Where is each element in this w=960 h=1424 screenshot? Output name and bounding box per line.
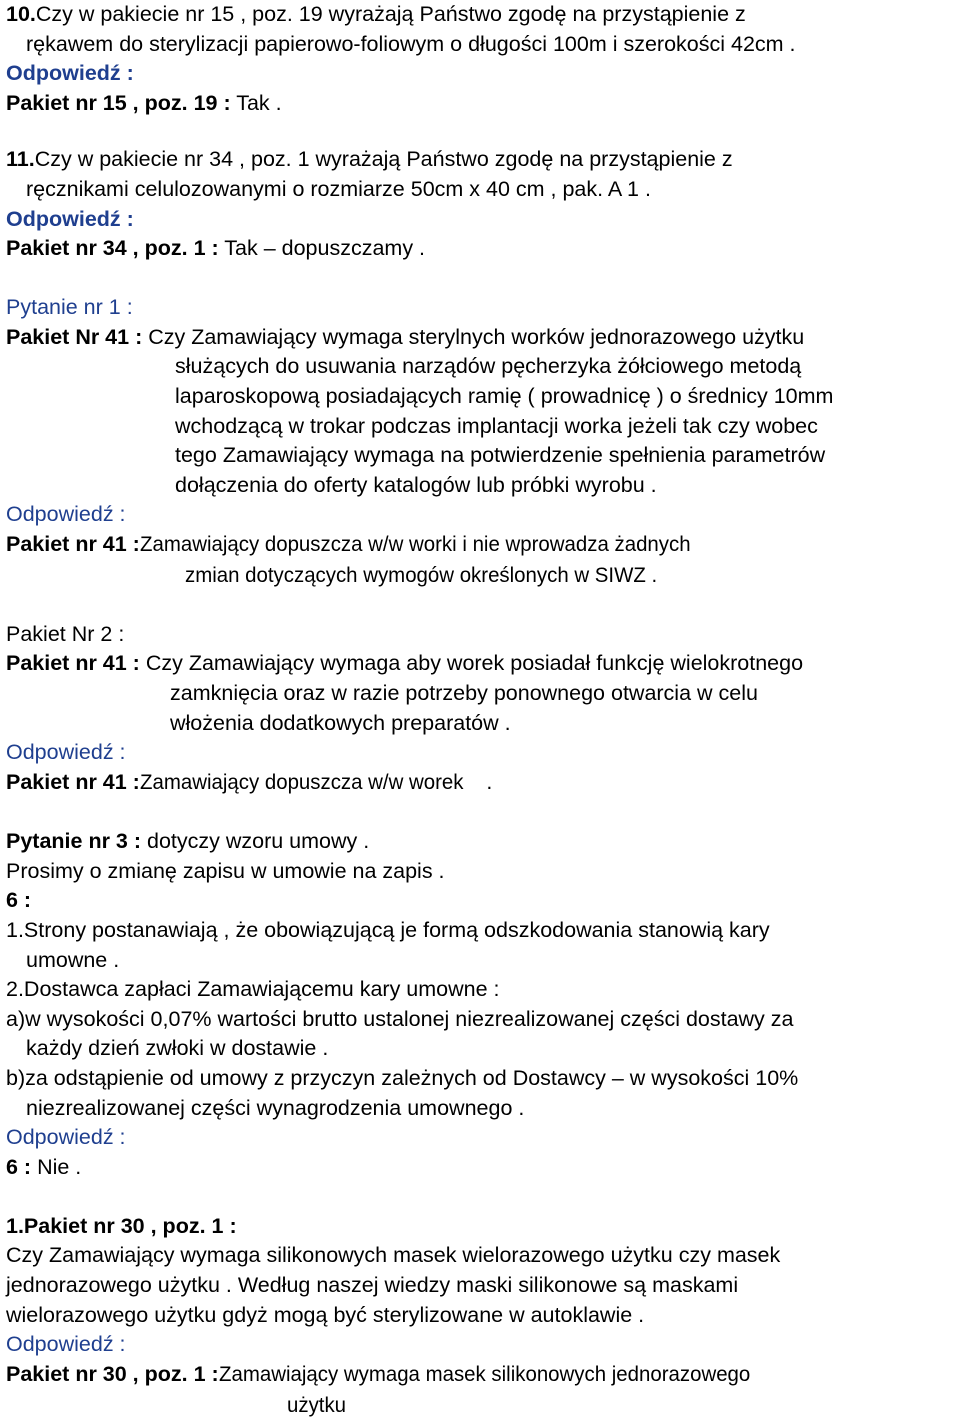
q11-text-2: ręcznikami celulozowanymi o rozmiarze 50cm x 40 cm , pak. A 1 .	[26, 177, 651, 201]
q10-text-2: rękawem do sterylizacji papierowo-foliowym o długości 100m i szerokości 42cm .	[26, 32, 796, 56]
q11-answer-ref: Pakiet nr 34 , poz. 1 :	[6, 236, 219, 260]
q30-answer-text-1: Zamawiający wymaga masek silikonowych jednorazowego	[218, 1362, 750, 1386]
q30-text-1: Czy Zamawiający wymaga silikonowych masek wielorazowego użytku czy masek	[6, 1243, 781, 1267]
p3-heading-rest: dotyczy wzoru umowy .	[141, 829, 370, 853]
p3-itemB-a: b)za odstąpienie od umowy z przyczyn zależnych od Dostawcy – w wysokości 10%	[6, 1066, 799, 1090]
q10-answer-ref: Pakiet nr 15 , poz. 19 :	[6, 91, 231, 115]
p3-item1a: 1.Strony postanawiają , że obowiązującą je formą odszkodowania stanowią kary	[6, 918, 770, 942]
q30-answer-text-2-line	[287, 1391, 349, 1421]
q11-answer	[6, 234, 425, 264]
q11-answer-label: Odpowiedź :	[6, 207, 134, 231]
q30-answer	[6, 1360, 778, 1390]
q11-line1	[6, 145, 733, 175]
p2-answer-ref: Pakiet nr 41 :	[6, 770, 140, 794]
p3-heading-line	[6, 827, 369, 857]
q30-answer-ref: Pakiet nr 30 , poz. 1 :	[6, 1362, 219, 1386]
q10-line1	[6, 0, 746, 30]
p3-answer-text: Nie .	[31, 1155, 82, 1179]
p3-item2: 2.Dostawca zapłaci Zamawiającemu kary umowne :	[6, 977, 500, 1001]
p2-text-3: włożenia dodatkowych preparatów .	[170, 711, 511, 735]
p1-text-4: wchodzącą w trokar podczas implantacji worka jeżeli tak czy wobec	[175, 414, 818, 438]
q11-text-1: Czy w pakiecie nr 34 , poz. 1 wyrażają Państwo zgodę na przystąpienie z	[34, 147, 733, 171]
q30-answer-text-2: użytku	[287, 1393, 347, 1417]
p3-heading: Pytanie nr 3 :	[6, 829, 142, 853]
p2-heading: Pakiet Nr 2 :	[6, 622, 125, 646]
q10-answer-text: Tak .	[230, 91, 282, 115]
q10-text-1: Czy w pakiecie nr 15 , poz. 19 wyrażają Państwo zgodę na przystąpienie z	[35, 2, 746, 26]
q30-answer-label: Odpowiedź :	[6, 1332, 126, 1356]
p3-itemB-b: niezrealizowanej części wynagrodzenia umownego .	[26, 1096, 525, 1120]
p1-answer	[6, 530, 719, 560]
q30-heading: 1.Pakiet nr 30 , poz. 1 :	[6, 1214, 237, 1238]
p1-text-6: dołączenia do oferty katalogów lub próbki wyrobu .	[175, 473, 657, 497]
q11-number: 11.	[6, 147, 35, 171]
q10-number: 10.	[6, 2, 36, 26]
p3-answer-label: Odpowiedź :	[6, 1125, 126, 1149]
p3-itemA-b: każdy dzień zwłoki w dostawie .	[26, 1036, 329, 1060]
p1-text-1: Czy Zamawiający wymaga sterylnych worków jednorazowego użytku	[142, 325, 805, 349]
p2-answer-text: Zamawiający dopuszcza w/w worek	[139, 770, 464, 794]
p2-text-2: zamknięcia oraz w razie potrzeby ponownego otwarcia w celu	[170, 681, 758, 705]
p1-line1	[6, 323, 804, 353]
q10-answer-label: Odpowiedź :	[6, 61, 134, 85]
p2-text-1: Czy Zamawiający wymaga aby worek posiadał funkcję wielokrotnego	[139, 651, 804, 675]
p1-text-2: służących do usuwania narządów pęcherzyka żółciowego metodą	[175, 354, 802, 378]
p1-answer-ref: Pakiet nr 41 :	[6, 532, 140, 556]
p1-ref: Pakiet Nr 41 :	[6, 325, 143, 349]
p3-section: 6 :	[6, 888, 32, 912]
p3-itemA-a: a)w wysokości 0,07% wartości brutto ustalonej niezrealizowanej części dostawy za	[6, 1007, 794, 1031]
q30-text-2: jednorazowego użytku . Według naszej wiedzy maski silikonowe są maskami	[6, 1273, 739, 1297]
p2-ref: Pakiet nr 41 :	[6, 651, 140, 675]
p3-line2: Prosimy o zmianę zapisu w umowie na zapis .	[6, 859, 445, 883]
p1-text-5: tego Zamawiający wymaga na potwierdzenie spełnienia parametrów	[175, 443, 826, 467]
p1-answer-text-2	[185, 561, 682, 591]
p3-item1b: umowne .	[26, 948, 120, 972]
p3-answer	[6, 1153, 81, 1183]
p2-answer-label: Odpowiedź :	[6, 740, 126, 764]
p2-line1	[6, 649, 803, 679]
p1-heading: Pytanie nr 1 :	[6, 295, 133, 319]
p1-answer-label: Odpowiedź :	[6, 502, 126, 526]
q10-answer	[6, 89, 282, 119]
p1-answer-text-2-span: zmian dotyczących wymogów określonych w SIWZ .	[185, 563, 658, 587]
q11-answer-text: Tak – dopuszczamy .	[218, 236, 426, 260]
q30-text-3: wielorazowego użytku gdyż mogą być sterylizowane w autoklawie .	[6, 1303, 645, 1327]
p3-answer-ref: 6 :	[6, 1155, 32, 1179]
p1-answer-text-1: Zamawiający dopuszcza w/w worki i nie wprowadza żadnych	[139, 532, 691, 556]
p2-answer-end: .	[480, 770, 493, 794]
p2-answer	[6, 768, 492, 798]
p1-text-3: laparoskopową posiadających ramię ( prowadnicę ) o średnicy 10mm	[175, 384, 834, 408]
